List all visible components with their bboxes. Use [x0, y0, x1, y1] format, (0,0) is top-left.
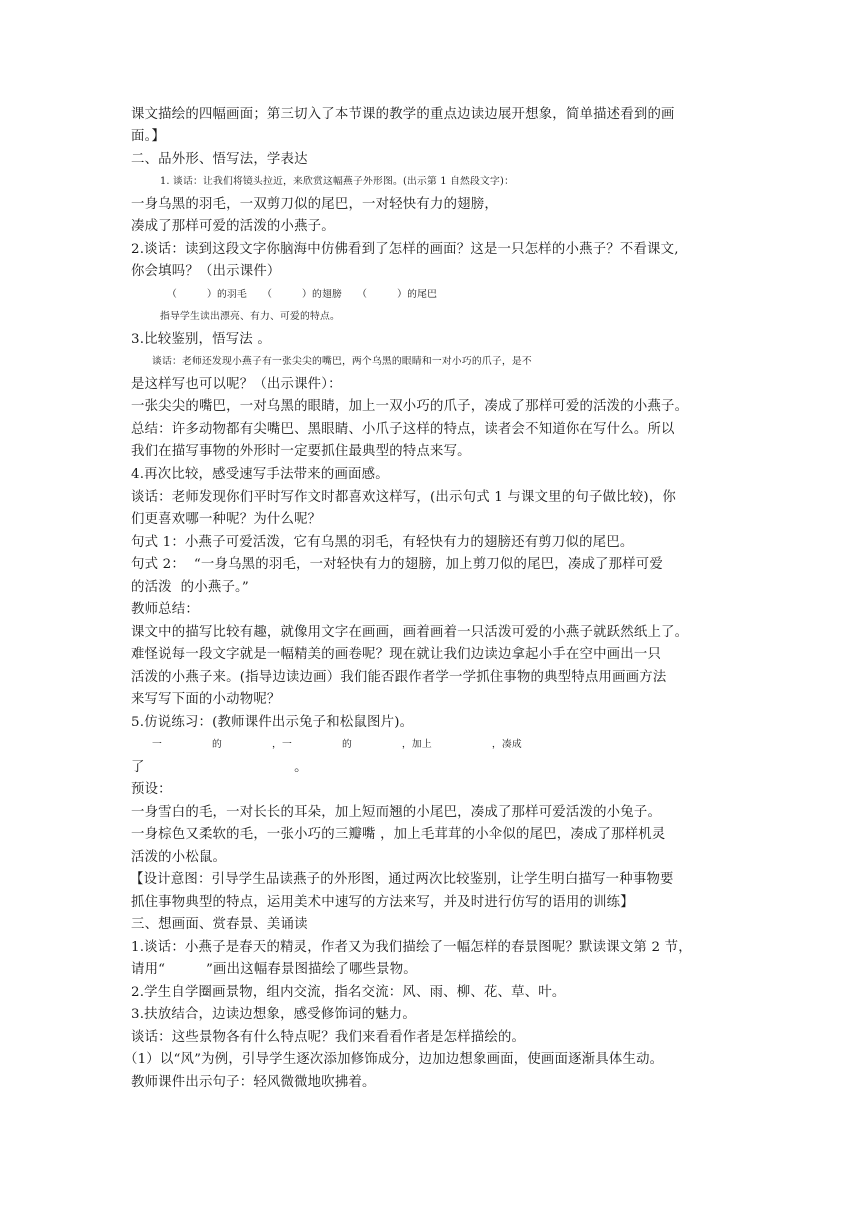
subheading: 3.比较鉴别，悟写法 。: [131, 332, 271, 347]
paragraph-line: 是这样写也可以呢？（出示课件）：: [131, 377, 342, 392]
paragraph-line: 我们在描写事物的外形时一定要抓住最典型的特点来写。: [131, 444, 471, 459]
paragraph-line: 2.谈话：读到这段文字你脑海中仿佛看到了怎样的画面？这是一只怎样的小燕子？不看课文,: [131, 242, 679, 257]
paragraph-line: 1. 谈话：让我们将镜头拉近，来欣赏这幅燕子外形图。(出示第 1 自然段文字)：: [160, 176, 515, 187]
paragraph-line: 活泼的小燕子来。(指导边读边画）我们能否跟作者学一学抓住事物的典型特点用画画方法: [131, 670, 667, 685]
paragraph-line: 句式 2： “一身乌黑的羽毛，一对轻快有力的翅膀，加上剪刀似的尾巴，凑成了那样可爱: [131, 557, 663, 572]
paragraph-line: 们更喜欢哪一种呢？为什么呢？: [131, 512, 322, 527]
paragraph-line: 谈话：老师发现你们平时写作文时都喜欢这样写，(出示句式 1 与课文里的句子做比较)，你: [131, 490, 676, 505]
paragraph-line: 的活泼 的小燕子。”: [131, 580, 249, 595]
paragraph-line: 指导学生读出漂亮、有力、可爱的特点。: [160, 311, 340, 322]
fill-blank-line: 了 。: [131, 760, 308, 775]
paragraph-line: 一身雪白的毛，一对长长的耳朵，加上短而翘的小尾巴，凑成了那样可爱活泼的小兔子。: [131, 805, 662, 820]
paragraph-line: 请用“ ”画出这幅春景图描绘了哪些景物。: [131, 962, 417, 977]
design-note: 抓住事物典型的特点，运用美术中速写的方法来写，并及时进行仿写的语用的训练】: [131, 895, 634, 910]
paragraph-line: 总结：许多动物都有尖嘴巴、黑眼睛、小爪子这样的特点，读者会不知道你在写什么。所以: [131, 422, 675, 437]
paragraph-line: 一身棕色又柔软的毛，一张小巧的三瓣嘴 ，加上毛茸茸的小伞似的尾巴，凑成了那样机灵: [131, 827, 666, 842]
paragraph-line: 一张尖尖的嘴巴，一对乌黑的眼睛，加上一双小巧的爪子，凑成了那样可爱的活泼的小燕子。: [131, 399, 689, 414]
subheading: 3.扶放结合，边读边想象，感受修饰词的魅力。: [131, 1007, 416, 1022]
quote-line: 凑成了那样可爱的活泼的小燕子。: [131, 219, 335, 234]
design-note: 【设计意图：引导学生品读燕子的外形图，通过两次比较鉴别，让学生明白描写一种事物要: [130, 872, 674, 887]
fill-blank-line: （ ）的羽毛 （ ）的翅膀 （ ）的尾巴: [167, 289, 438, 300]
paragraph-line: 1.谈话：小燕子是春天的精灵，作者又为我们描绘了一幅怎样的春景图呢？默读课文第 2 节，: [131, 940, 692, 955]
paragraph-line: （1）以“风”为例，引导学生逐次添加修饰成分，边加边想象画面，使画面逐渐具体生动。: [124, 1052, 664, 1067]
paragraph-line: 活泼的小松鼠。: [131, 850, 227, 865]
paragraph-line: 你会填吗？（出示课件）: [131, 264, 281, 279]
paragraph-line: 谈话：这些景物各有什么特点呢？我们来看看作者是怎样描绘的。: [131, 1030, 526, 1045]
paragraph-line: 面。】: [131, 129, 166, 144]
section-heading: 三、想画面、赏春景、美诵读: [131, 917, 308, 932]
paragraph-line: 谈话：老师还发现小燕子有一张尖尖的嘴巴，两个乌黑的眼睛和一对小巧的爪子，是不: [152, 356, 532, 367]
section-heading: 二、品外形、悟写法，学表达: [131, 152, 308, 167]
subheading: 4.再次比较，感受速写手法带来的画面感。: [131, 467, 389, 482]
paragraph-line: 难怪说每一段文字就是一幅精美的画卷呢？现在就让我们边读边拿起小手在空中画出一只: [131, 647, 662, 662]
paragraph-line: 课文描绘的四幅画面；第三切入了本节课的教学的重点边读边展开想象，简单描述看到的画: [131, 107, 675, 122]
paragraph-line: 来写写下面的小动物呢？: [131, 692, 281, 707]
paragraph-line: 教师课件出示句子：轻风微微地吹拂着。: [131, 1075, 376, 1090]
fill-blank-line: 一 的 ，一 的 ，加上 ，凑成: [152, 739, 522, 750]
paragraph-line: 2.学生自学圈画景物，组内交流，指名交流：风、雨、柳、花、草、叶。: [131, 985, 566, 1000]
subheading: 5.仿说练习：(教师课件出示兔子和松鼠图片)。: [131, 715, 414, 730]
paragraph-line: 预设：: [131, 782, 172, 797]
paragraph-line: 课文中的描写比较有趣，就像用文字在画画，画着画着一只活泼可爱的小燕子就跃然纸上了。: [131, 625, 689, 640]
quote-line: 一身乌黑的羽毛，一双剪刀似的尾巴，一对轻快有力的翅膀，: [131, 197, 498, 212]
paragraph-line: 句式 1：小燕子可爱活泼，它有乌黑的羽毛，有轻快有力的翅膀还有剪刀似的尾巴。: [131, 535, 634, 550]
paragraph-line: 教师总结：: [131, 602, 199, 617]
